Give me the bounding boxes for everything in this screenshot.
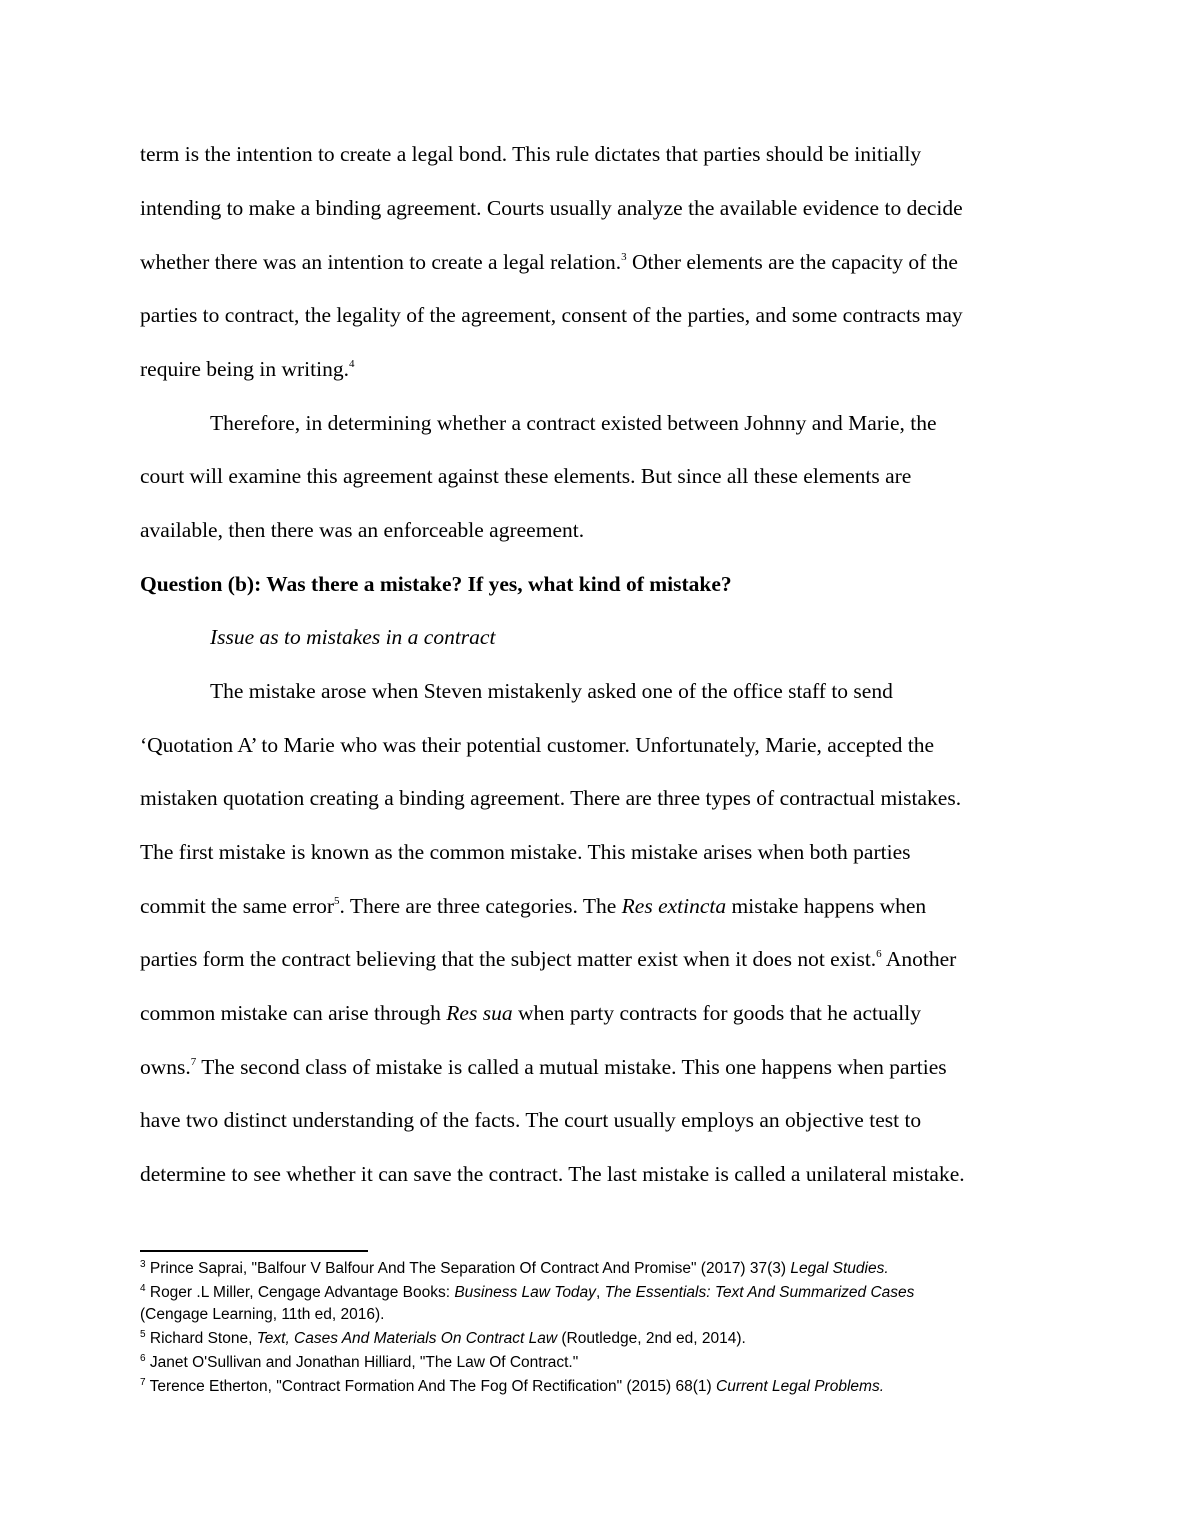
footnote-ref[interactable]: 7 — [190, 1056, 197, 1068]
footnote-item: $^5$ Richard Stone, Text, Cases And Materials On Contract Law (Routledge, 2nd ed, 2014). — [140, 1329, 746, 1347]
paragraph-line: determine to see whether it can save the contract. The last mistake is called a unilateral mistake. — [140, 1162, 965, 1186]
paragraph-line: court will examine this agreement against these elements. But since all these elements are — [140, 464, 912, 488]
paragraph-line: owns.$^7$ The second class of mistake is called a mutual mistake. This one happens when parties — [140, 1055, 947, 1079]
footnote-ref[interactable]: 6 — [876, 948, 882, 960]
footnote-item: $^4$ Roger .L Miller, Cengage Advantage Books: Business Law Today, The Essentials: Text And Summarized Cases — [140, 1283, 915, 1301]
footnote-ref[interactable]: 4 — [348, 358, 355, 370]
paragraph-line: whether there was an intention to create a legal relation.$^3$ Other elements are the capacity of the — [140, 250, 958, 274]
footnote-separator — [140, 1250, 368, 1252]
paragraph-line: intending to make a binding agreement. Courts usually analyze the available evidence to decide — [140, 196, 963, 220]
paragraph-line: mistaken quotation creating a binding agreement. There are three types of contractual mistakes. — [140, 786, 962, 810]
paragraph-line: term is the intention to create a legal bond. This rule dictates that parties should be initially — [140, 142, 922, 166]
paragraph-line: common mistake can arise through Res sua when party contracts for goods that he actually — [140, 1001, 921, 1025]
paragraph-line: require being in writing.$^4$ — [140, 357, 355, 381]
paragraph-line: The first mistake is known as the common mistake. This mistake arises when both parties — [140, 840, 911, 864]
paragraph-line: Therefore, in determining whether a contract existed between Johnny and Marie, the — [210, 411, 937, 435]
paragraph-line: have two distinct understanding of the facts. The court usually employs an objective test to — [140, 1108, 922, 1132]
footnote-item: $^7$ Terence Etherton, "Contract Formation And The Fog Of Rectification" (2015) 68(1) Current Legal Problems. — [140, 1377, 884, 1395]
footnote-item: $^3$ Prince Saprai, "Balfour V Balfour And The Separation Of Contract And Promise" (2017) 37(3) Legal Studies. — [140, 1259, 889, 1277]
issue-subheading: Issue as to mistakes in a contract — [210, 625, 496, 649]
paragraph-line: commit the same error$^5$. There are three categories. The Res extincta mistake happens when — [140, 894, 927, 918]
footnote-item-continuation: (Cengage Learning, 11th ed, 2016). — [140, 1306, 385, 1323]
paragraph-line: parties to contract, the legality of the agreement, consent of the parties, and some contracts may — [140, 303, 963, 327]
paragraph-line: parties form the contract believing that the subject matter exist when it does not exist.$^6$ Another — [140, 947, 957, 971]
footnote-ref[interactable]: 3 — [621, 251, 627, 263]
section-heading: Question (b): Was there a mistake? If yes, what kind of mistake? — [140, 572, 732, 596]
paragraph-line: The mistake arose when Steven mistakenly asked one of the office staff to send — [210, 679, 893, 703]
paragraph-line: ‘Quotation A’ to Marie who was their potential customer. Unfortunately, Marie, accepted the — [140, 733, 935, 757]
paragraph-line: available, then there was an enforceable agreement. — [140, 518, 585, 542]
footnote-item: $^6$ Janet O'Sullivan and Jonathan Hilliard, "The Law Of Contract." — [140, 1353, 579, 1371]
footnote-ref[interactable]: 5 — [334, 895, 340, 907]
